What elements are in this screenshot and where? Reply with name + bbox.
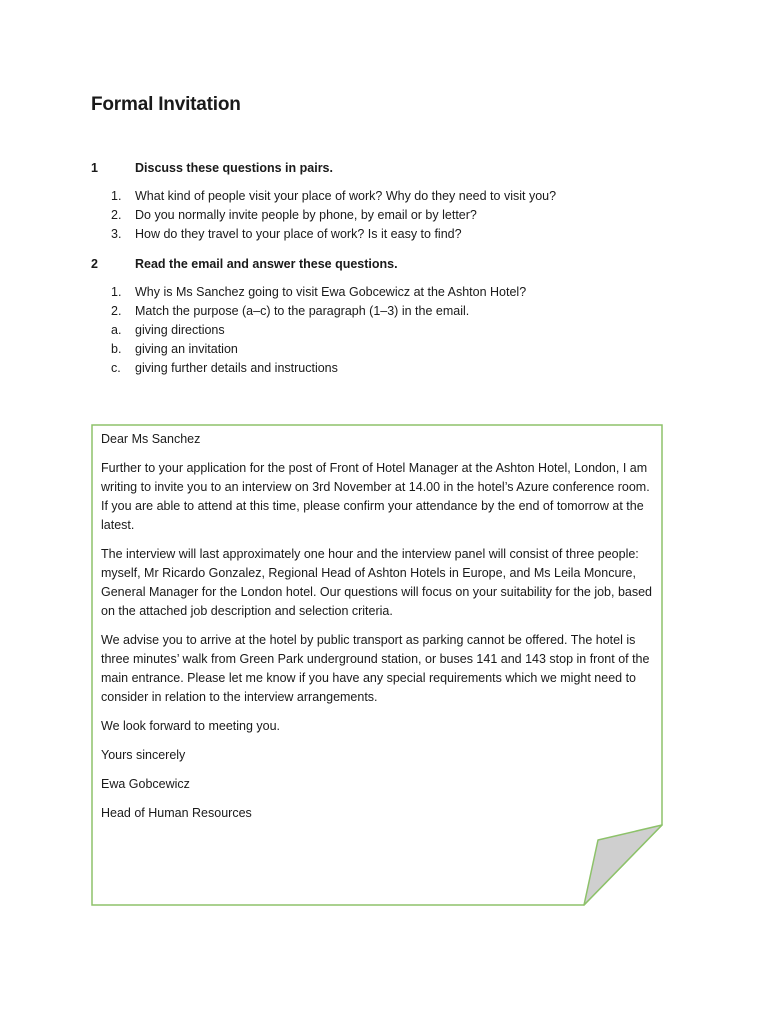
item-marker: 2.	[111, 208, 122, 222]
section-heading	[91, 255, 691, 273]
section-instruction: Read the email and answer these questions.	[135, 257, 398, 271]
email-paragraph: We advise you to arrive at the hotel by public transport as parking cannot be offered. The hotel is three minutes’ walk from Green Park underground station, or buses 141 and 143 stop in front of the main entrance. Please let me know if you have any special requirements which we might need to consider in relation to the interview arrangements.	[101, 633, 650, 704]
item-text: What kind of people visit your place of work? Why do they need to visit you?	[135, 189, 557, 203]
item-text: giving an invitation	[135, 342, 238, 356]
list-item	[91, 359, 691, 378]
list-item	[91, 206, 691, 225]
section-number: 1	[91, 161, 98, 175]
item-marker: 3.	[111, 227, 122, 241]
email-greeting: Dear Ms Sanchez	[101, 432, 201, 446]
question-list	[91, 187, 691, 244]
item-marker: a.	[111, 323, 122, 337]
item-text: giving directions	[135, 323, 225, 337]
item-marker: 1.	[111, 189, 122, 203]
item-text: Why is Ms Sanchez going to visit Ewa Gobcewicz at the Ashton Hotel?	[135, 285, 527, 299]
item-text: How do they travel to your place of work? Is it easy to find?	[135, 227, 462, 241]
exercise-section-2	[91, 255, 691, 378]
exercise-section-1	[91, 159, 691, 244]
section-heading	[91, 159, 691, 177]
page-title: Formal Invitation	[91, 94, 241, 115]
item-marker: 1.	[111, 285, 122, 299]
item-marker: b.	[111, 342, 122, 356]
email-paragraph: Further to your application for the post of Front of Hotel Manager at the Ashton Hotel, London, I am writing to invite you to an interview on 3rd November at 14.00 in the hotel’s Azure conference room. If you are able to attend at this time, please confirm your attendance by the end of tomorrow at the latest.	[101, 461, 650, 532]
item-text: giving further details and instructions	[135, 361, 338, 375]
signature-name: Ewa Gobcewicz	[101, 777, 190, 791]
list-item	[91, 283, 691, 302]
list-item	[91, 340, 691, 359]
item-text: Do you normally invite people by phone, by email or by letter?	[135, 208, 477, 222]
list-item	[91, 225, 691, 244]
item-text: Match the purpose (a–c) to the paragraph (1–3) in the email.	[135, 304, 470, 318]
email-closing: Yours sincerely	[101, 748, 186, 762]
item-marker: 2.	[111, 304, 122, 318]
signature-title: Head of Human Resources	[101, 806, 252, 820]
list-item	[91, 187, 691, 206]
list-item	[91, 302, 691, 321]
list-item	[91, 321, 691, 340]
section-number: 2	[91, 257, 98, 271]
email-note	[91, 424, 663, 906]
email-paragraph: The interview will last approximately one hour and the interview panel will consist of three people: myself, Mr Ricardo Gonzalez, Regional Head of Ashton Hotels in Europe, and Ms Leila Moncure, General Manager for the London hotel. Our questions will focus on your suitability for the job, based on the attached job description and selection criteria.	[101, 547, 653, 618]
email-body	[101, 430, 653, 833]
email-paragraph: We look forward to meeting you.	[101, 719, 281, 733]
section-instruction: Discuss these questions in pairs.	[135, 161, 333, 175]
question-list	[91, 283, 691, 378]
item-marker: c.	[111, 361, 121, 375]
